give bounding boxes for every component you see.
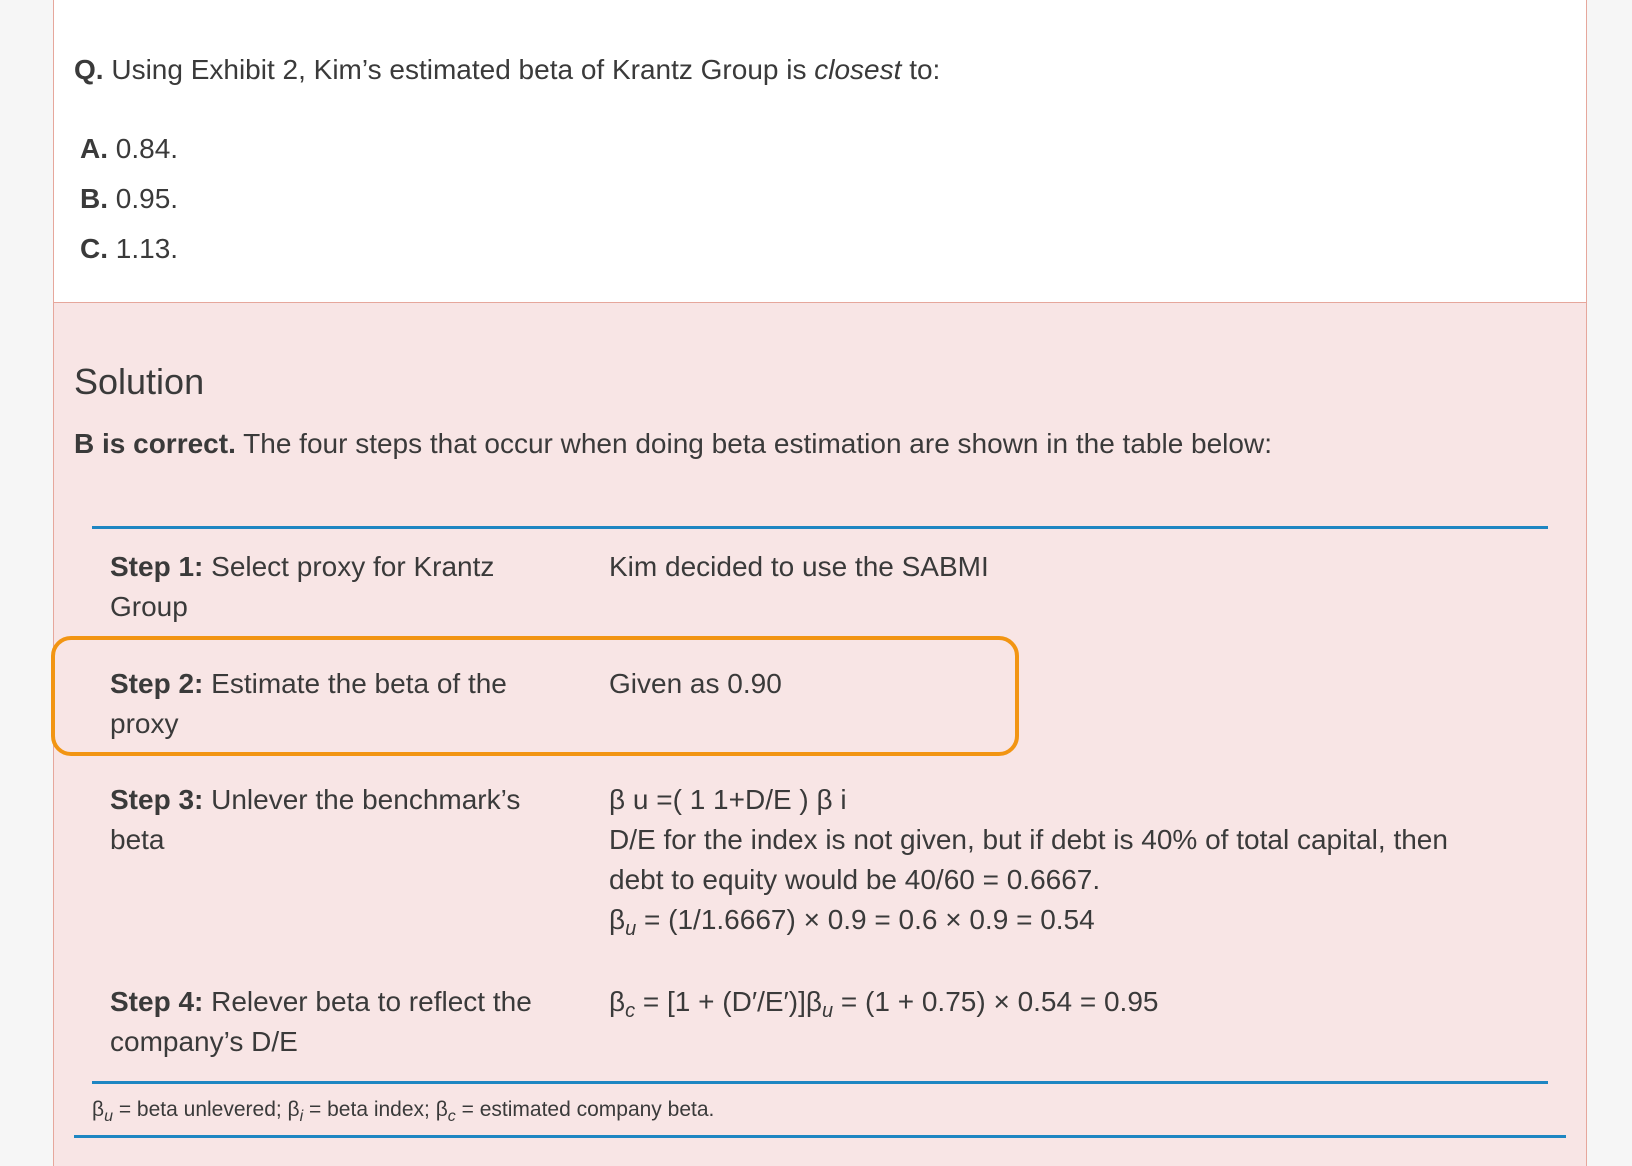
question-emphasis: closest (814, 54, 902, 85)
step-number: Step 1: (110, 551, 204, 582)
option-b[interactable] (80, 181, 178, 217)
formula-rest: = (1/1.6667) × 0.9 = 0.6 × 0.9 = 0.54 (636, 904, 1095, 935)
beta-subscript: c (447, 1108, 456, 1125)
step-text: Relever beta to reflect the company’s D/E (110, 986, 532, 1057)
beta-symbol: β (609, 986, 626, 1017)
solution-intro-text: The four steps that occur when doing beta estimation are shown in the table below: (243, 428, 1272, 459)
step-number: Step 4: (110, 986, 204, 1017)
step-4-detail (609, 982, 1509, 1022)
footnote-text: = beta index; β (303, 1098, 448, 1121)
step-text: Select proxy for Krantz Group (110, 551, 495, 622)
step-detail-line: Given as 0.90 (609, 668, 782, 699)
option-a[interactable] (80, 131, 178, 167)
option-value: 0.95. (115, 183, 179, 214)
beta-subscript: i (299, 1108, 304, 1125)
formula-middle: = [1 + (D′/E′)]β (635, 986, 822, 1017)
step-4-label (110, 982, 570, 1062)
beta-subscript: u (104, 1108, 113, 1125)
step-detail-line: Kim decided to use the SABMI (609, 551, 989, 582)
footnote-text: = beta unlevered; β (113, 1098, 300, 1121)
step-1-detail (609, 547, 1509, 587)
footnote-rule (74, 1135, 1566, 1138)
table-footnote (92, 1096, 714, 1124)
question-area (54, 0, 1586, 303)
option-letter: A. (80, 133, 108, 164)
footnote-text: = estimated company beta. (455, 1098, 715, 1121)
relevered-beta-formula (609, 982, 1509, 1022)
step-2-detail (609, 664, 1509, 704)
question-text (74, 52, 940, 88)
question-tail: to: (909, 54, 941, 85)
step-3-label (110, 780, 570, 860)
correct-answer-label: B is correct. (74, 428, 236, 459)
option-c[interactable] (80, 231, 178, 267)
beta-symbol: β (92, 1098, 105, 1121)
solution-heading: Solution (74, 361, 205, 402)
beta-subscript: c (625, 1000, 636, 1022)
step-detail-line: debt to equity would be 40/60 = 0.6667. (609, 864, 1101, 895)
option-value: 0.84. (115, 133, 179, 164)
step-text: Estimate the beta of the proxy (110, 668, 507, 739)
option-value: 1.13. (115, 233, 179, 264)
question-card (53, 0, 1587, 1166)
step-2-label (110, 664, 570, 744)
solution-panel (54, 303, 1586, 1166)
step-1-label (110, 547, 570, 627)
question-label: Q. (74, 54, 104, 85)
beta-subscript: u (625, 918, 637, 940)
table-top-rule (92, 526, 1548, 529)
beta-subscript: u (822, 1000, 834, 1022)
formula-rest: = (1 + 0.75) × 0.54 = 0.95 (833, 986, 1159, 1017)
step-number: Step 3: (110, 784, 204, 815)
question-body: Using Exhibit 2, Kim’s estimated beta of Krantz Group is (111, 54, 807, 85)
option-letter: B. (80, 183, 108, 214)
step-detail-line: D/E for the index is not given, but if debt is 40% of total capital, then (609, 824, 1448, 855)
table-bottom-rule (92, 1081, 1548, 1084)
unlevered-beta-formula (609, 900, 1509, 940)
option-letter: C. (80, 233, 108, 264)
step-3-detail (609, 780, 1509, 940)
step-text: Unlever the benchmark’s beta (110, 784, 521, 855)
step-detail-line: β u =( 1 1+D/E ) β i (609, 784, 847, 815)
step-number: Step 2: (110, 668, 204, 699)
beta-symbol: β (609, 904, 626, 935)
solution-intro (74, 426, 1272, 462)
